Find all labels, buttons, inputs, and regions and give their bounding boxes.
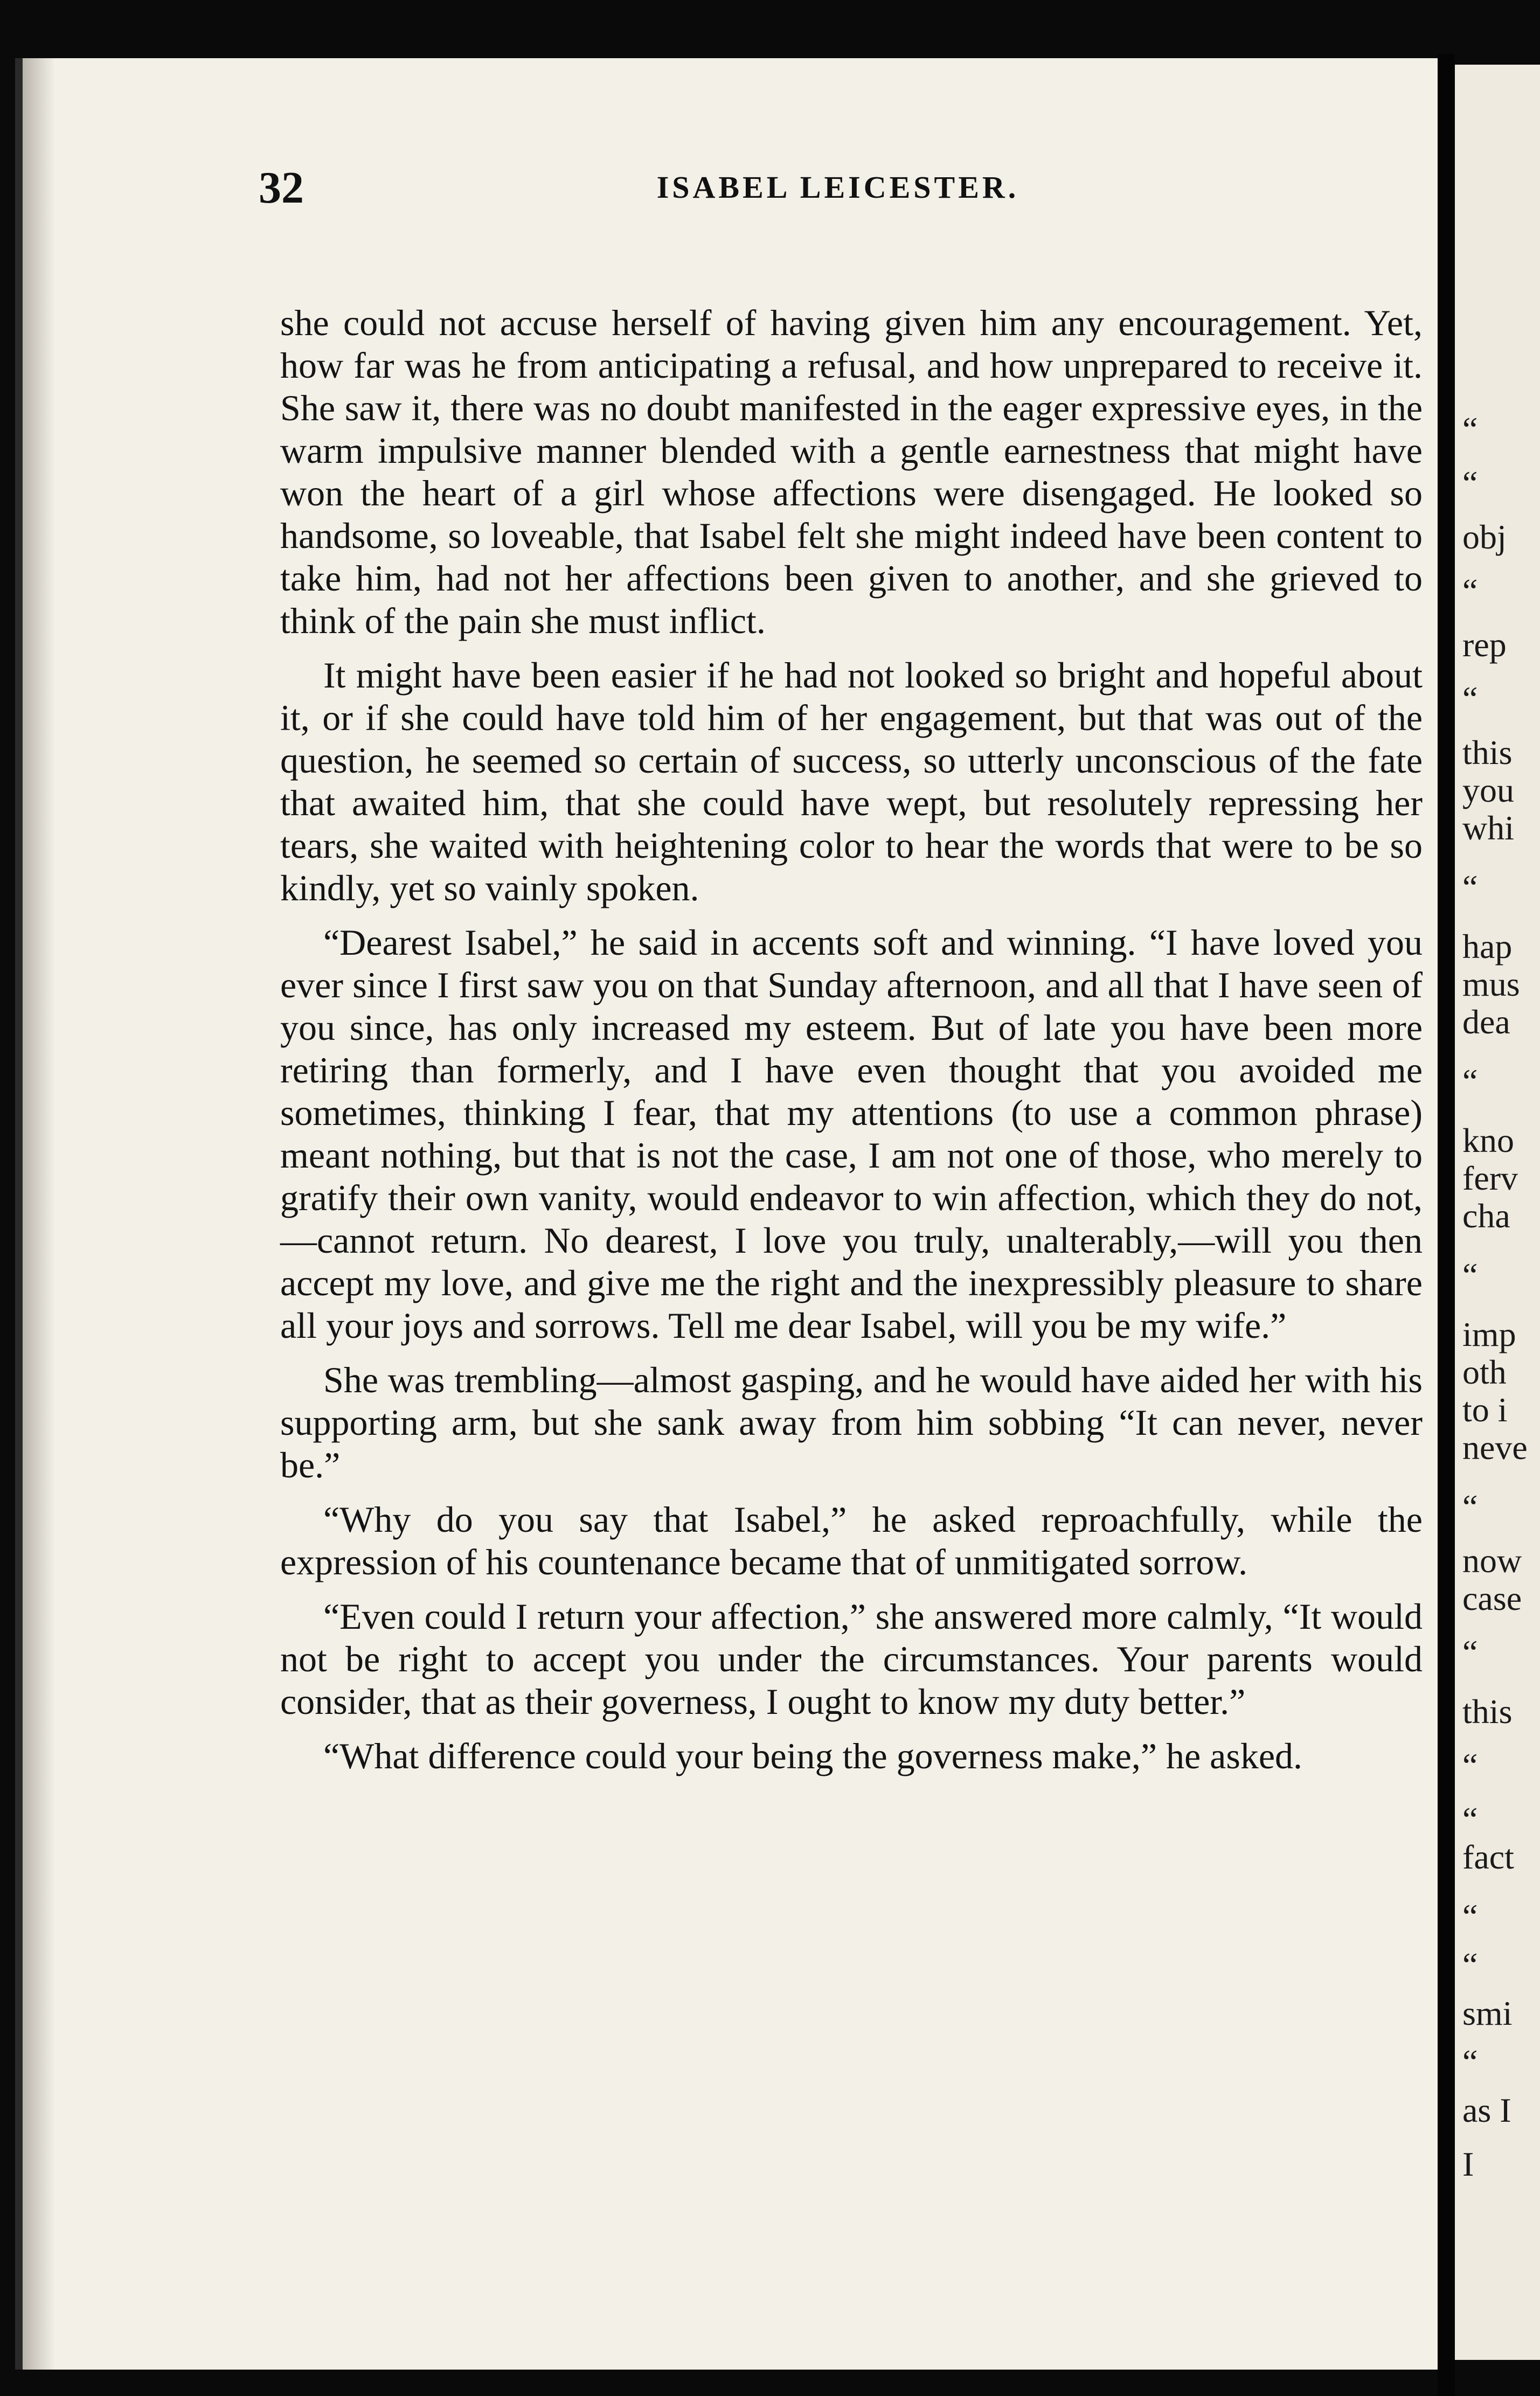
running-head: ISABEL LEICESTER. bbox=[656, 170, 1019, 205]
right-page-fragment: “ bbox=[1462, 1488, 1478, 1526]
right-page-fragment: “ bbox=[1462, 1746, 1478, 1784]
right-page-fragment: kno bbox=[1462, 1121, 1514, 1159]
right-page-fragment: obj bbox=[1462, 518, 1507, 556]
page-gutter bbox=[1438, 54, 1455, 2396]
right-page-fragment: this bbox=[1462, 733, 1513, 772]
right-page-fragment: “ bbox=[1462, 1256, 1478, 1294]
right-page-fragment: “ bbox=[1462, 1062, 1478, 1100]
right-page-fragment: “ bbox=[1462, 410, 1478, 448]
right-page-fragment: dea bbox=[1462, 1003, 1510, 1041]
paragraph: she could not accuse herself of having given him any encouragement. Yet, how far was he from anticipating a refusal, and how unprepared to receive it. She saw it, there was no doubt manifested in the eager expressive eyes, in the warm impulsive manner blended with a gentle earnestness that might have won the heart of a girl whose affections were disengaged. He looked so handsome, so loveable, that Isabel felt she might indeed have been content to take him, had not her affections been given to another, and she grieved to think of the pain she must inflict. bbox=[280, 302, 1423, 641]
paragraph: “What difference could your being the governess make,” he asked. bbox=[323, 1735, 1303, 1776]
right-page-fragment: this bbox=[1462, 1692, 1513, 1731]
right-page-fragment: cha bbox=[1462, 1197, 1510, 1235]
right-page-fragment: you bbox=[1462, 771, 1514, 809]
page-header bbox=[259, 162, 1417, 237]
right-page-fragment: “ bbox=[1462, 2043, 1478, 2081]
binding-shadow bbox=[23, 58, 55, 2370]
right-page-fragment: “ bbox=[1462, 572, 1478, 610]
paragraph: “Dearest Isabel,” he said in accents soft and winning. “I have loved you ever since I first saw you on that Sunday afternoon, and all that I have seen of you since, has only increased my esteem. But of late you have been more retiring than formerly, and I have even thought that you avoided me sometimes, thinking I fear, that my attentions (to use a common phrase) meant nothing, but that is not the case, I am not one of those, who merely to gratify their own vanity, would endeavor to win affection, which they do not,—cannot return. No dearest, I love you truly, unalterably,—will you then accept my love, and give me the right and the inexpressibly pleasure to share all your joys and sorrows. Tell me dear Isabel, will you be my wife.” bbox=[280, 922, 1423, 1346]
right-page-fragment: hap bbox=[1462, 927, 1513, 966]
right-page-fragment: fact bbox=[1462, 1838, 1514, 1876]
right-page-fragment: smi bbox=[1462, 1994, 1513, 2032]
right-page-fragment: rep bbox=[1462, 626, 1507, 664]
right-page-edge bbox=[1455, 65, 1540, 2360]
body-text bbox=[280, 302, 1423, 1789]
right-page-fragment: ferv bbox=[1462, 1159, 1518, 1197]
right-page-fragment: “ bbox=[1462, 1800, 1478, 1838]
paragraph: “Even could I return your affection,” she answered more calmly, “It would not be right to accept you under the circumstances. Your parents would consider, that as their governess, I ought to know my duty better.” bbox=[280, 1596, 1423, 1722]
right-page-fragment: “ bbox=[1462, 868, 1478, 906]
right-page-fragment: “ bbox=[1462, 1946, 1478, 1984]
right-page-fragment: “ bbox=[1462, 1897, 1478, 1935]
right-page-fragment: to i bbox=[1462, 1391, 1508, 1429]
right-page-fragment: “ bbox=[1462, 1633, 1478, 1671]
right-page-fragment: case bbox=[1462, 1579, 1522, 1617]
paragraph: She was trembling—almost gasping, and he would have aided her with his supporting arm, but she sank away from him sobbing “It can never, never be.” bbox=[280, 1359, 1423, 1485]
paragraph: “Why do you say that Isabel,” he asked reproachfully, while the expression of his countenance became that of unmitigated sorrow. bbox=[280, 1499, 1423, 1582]
right-page-fragment: imp bbox=[1462, 1315, 1516, 1353]
right-page-fragment: “ bbox=[1462, 679, 1478, 718]
paragraph: It might have been easier if he had not looked so bright and hopeful about it, or if she could have told him of her engagement, but that was out of the question, he seemed so certain of success, so utterly unconscious of the fate that awaited him, that she could have wept, but resolutely repressing her tears, she waited with heightening color to hear the words that were to be so kindly, yet so vainly spoken. bbox=[280, 655, 1423, 908]
right-page-fragment: “ bbox=[1462, 464, 1478, 502]
right-page-fragment: oth bbox=[1462, 1353, 1507, 1391]
right-page-fragment: neve bbox=[1462, 1428, 1528, 1467]
right-page-fragment: I bbox=[1462, 2145, 1474, 2183]
right-page-fragment: mus bbox=[1462, 965, 1520, 1003]
page-number: 32 bbox=[259, 163, 304, 213]
right-page-fragment: now bbox=[1462, 1541, 1522, 1580]
right-page-fragment: as I bbox=[1462, 2091, 1511, 2129]
right-page-fragment: whi bbox=[1462, 809, 1514, 847]
